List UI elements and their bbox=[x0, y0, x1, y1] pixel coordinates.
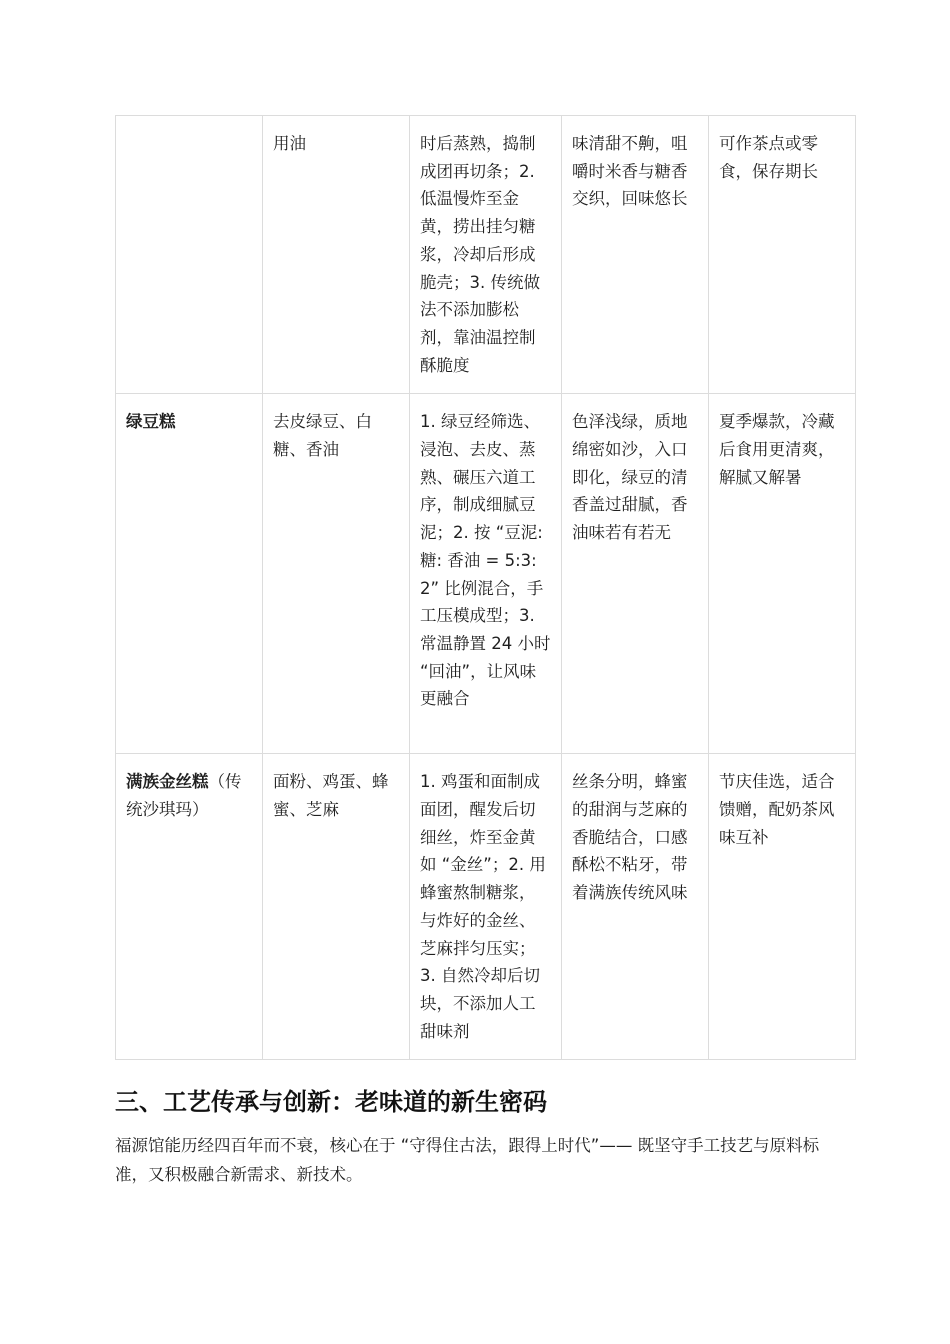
process-cell: 时后蒸熟，捣制成团再切条；2. 低温慢炸至金黄，捞出挂匀糖浆，冷却后形成脆壳；3. 传统做法不添加膨松剂，靠油温控制酥脆度 bbox=[410, 116, 562, 394]
ingredients-cell: 用油 bbox=[263, 116, 410, 394]
process-cell: 1. 绿豆经筛选、浸泡、去皮、蒸熟、碾压六道工序，制成细腻豆泥；2. 按 “豆泥: 糖: 香油 = 5:3:2” 比例混合，手工压模成型；3. 常温静置 24 小时 “回油”，让风味更融合 bbox=[410, 394, 562, 754]
snack-name-cell bbox=[116, 394, 263, 754]
section-heading: 三、工艺传承与创新：老味道的新生密码 bbox=[115, 1088, 547, 1116]
table-row bbox=[116, 116, 856, 394]
snack-name-note: （传统沙琪玛） bbox=[126, 772, 242, 820]
section-paragraph: 福源馆能历经四百年而不衰，核心在于 “守得住古法，跟得上时代”—— 既坚守手工技艺与原料标准，又积极融合新需求、新技术。 bbox=[115, 1136, 820, 1184]
table-row bbox=[116, 394, 856, 754]
usage-cell: 可作茶点或零食，保存期长 bbox=[709, 116, 856, 394]
taste-cell: 色泽浅绿，质地绵密如沙，入口即化，绿豆的清香盖过甜腻，香油味若有若无 bbox=[562, 394, 709, 754]
process-cell: 1. 鸡蛋和面制成面团，醒发后切细丝，炸至金黄如 “金丝”；2. 用蜂蜜熬制糖浆，与炸好的金丝、芝麻拌匀压实；3. 自然冷却后切块，不添加人工甜味剂 bbox=[410, 754, 562, 1060]
taste-cell: 味清甜不齁，咀嚼时米香与糖香交织，回味悠长 bbox=[562, 116, 709, 394]
snacks-table bbox=[115, 115, 856, 1060]
table-row bbox=[116, 754, 856, 1060]
ingredients-cell: 面粉、鸡蛋、蜂蜜、芝麻 bbox=[263, 754, 410, 1060]
taste-cell: 丝条分明，蜂蜜的甜润与芝麻的香脆结合，口感酥松不粘牙，带着满族传统风味 bbox=[562, 754, 709, 1060]
snack-name: 绿豆糕 bbox=[126, 412, 176, 432]
usage-cell: 夏季爆款，冷藏后食用更清爽，解腻又解暑 bbox=[709, 394, 856, 754]
ingredients-cell: 去皮绿豆、白糖、香油 bbox=[263, 394, 410, 754]
snack-name: 满族金丝糕 bbox=[126, 772, 209, 792]
snack-name-cell bbox=[116, 754, 263, 1060]
usage-cell: 节庆佳选，适合馈赠，配奶茶风味互补 bbox=[709, 754, 856, 1060]
snack-name-cell bbox=[116, 116, 263, 394]
